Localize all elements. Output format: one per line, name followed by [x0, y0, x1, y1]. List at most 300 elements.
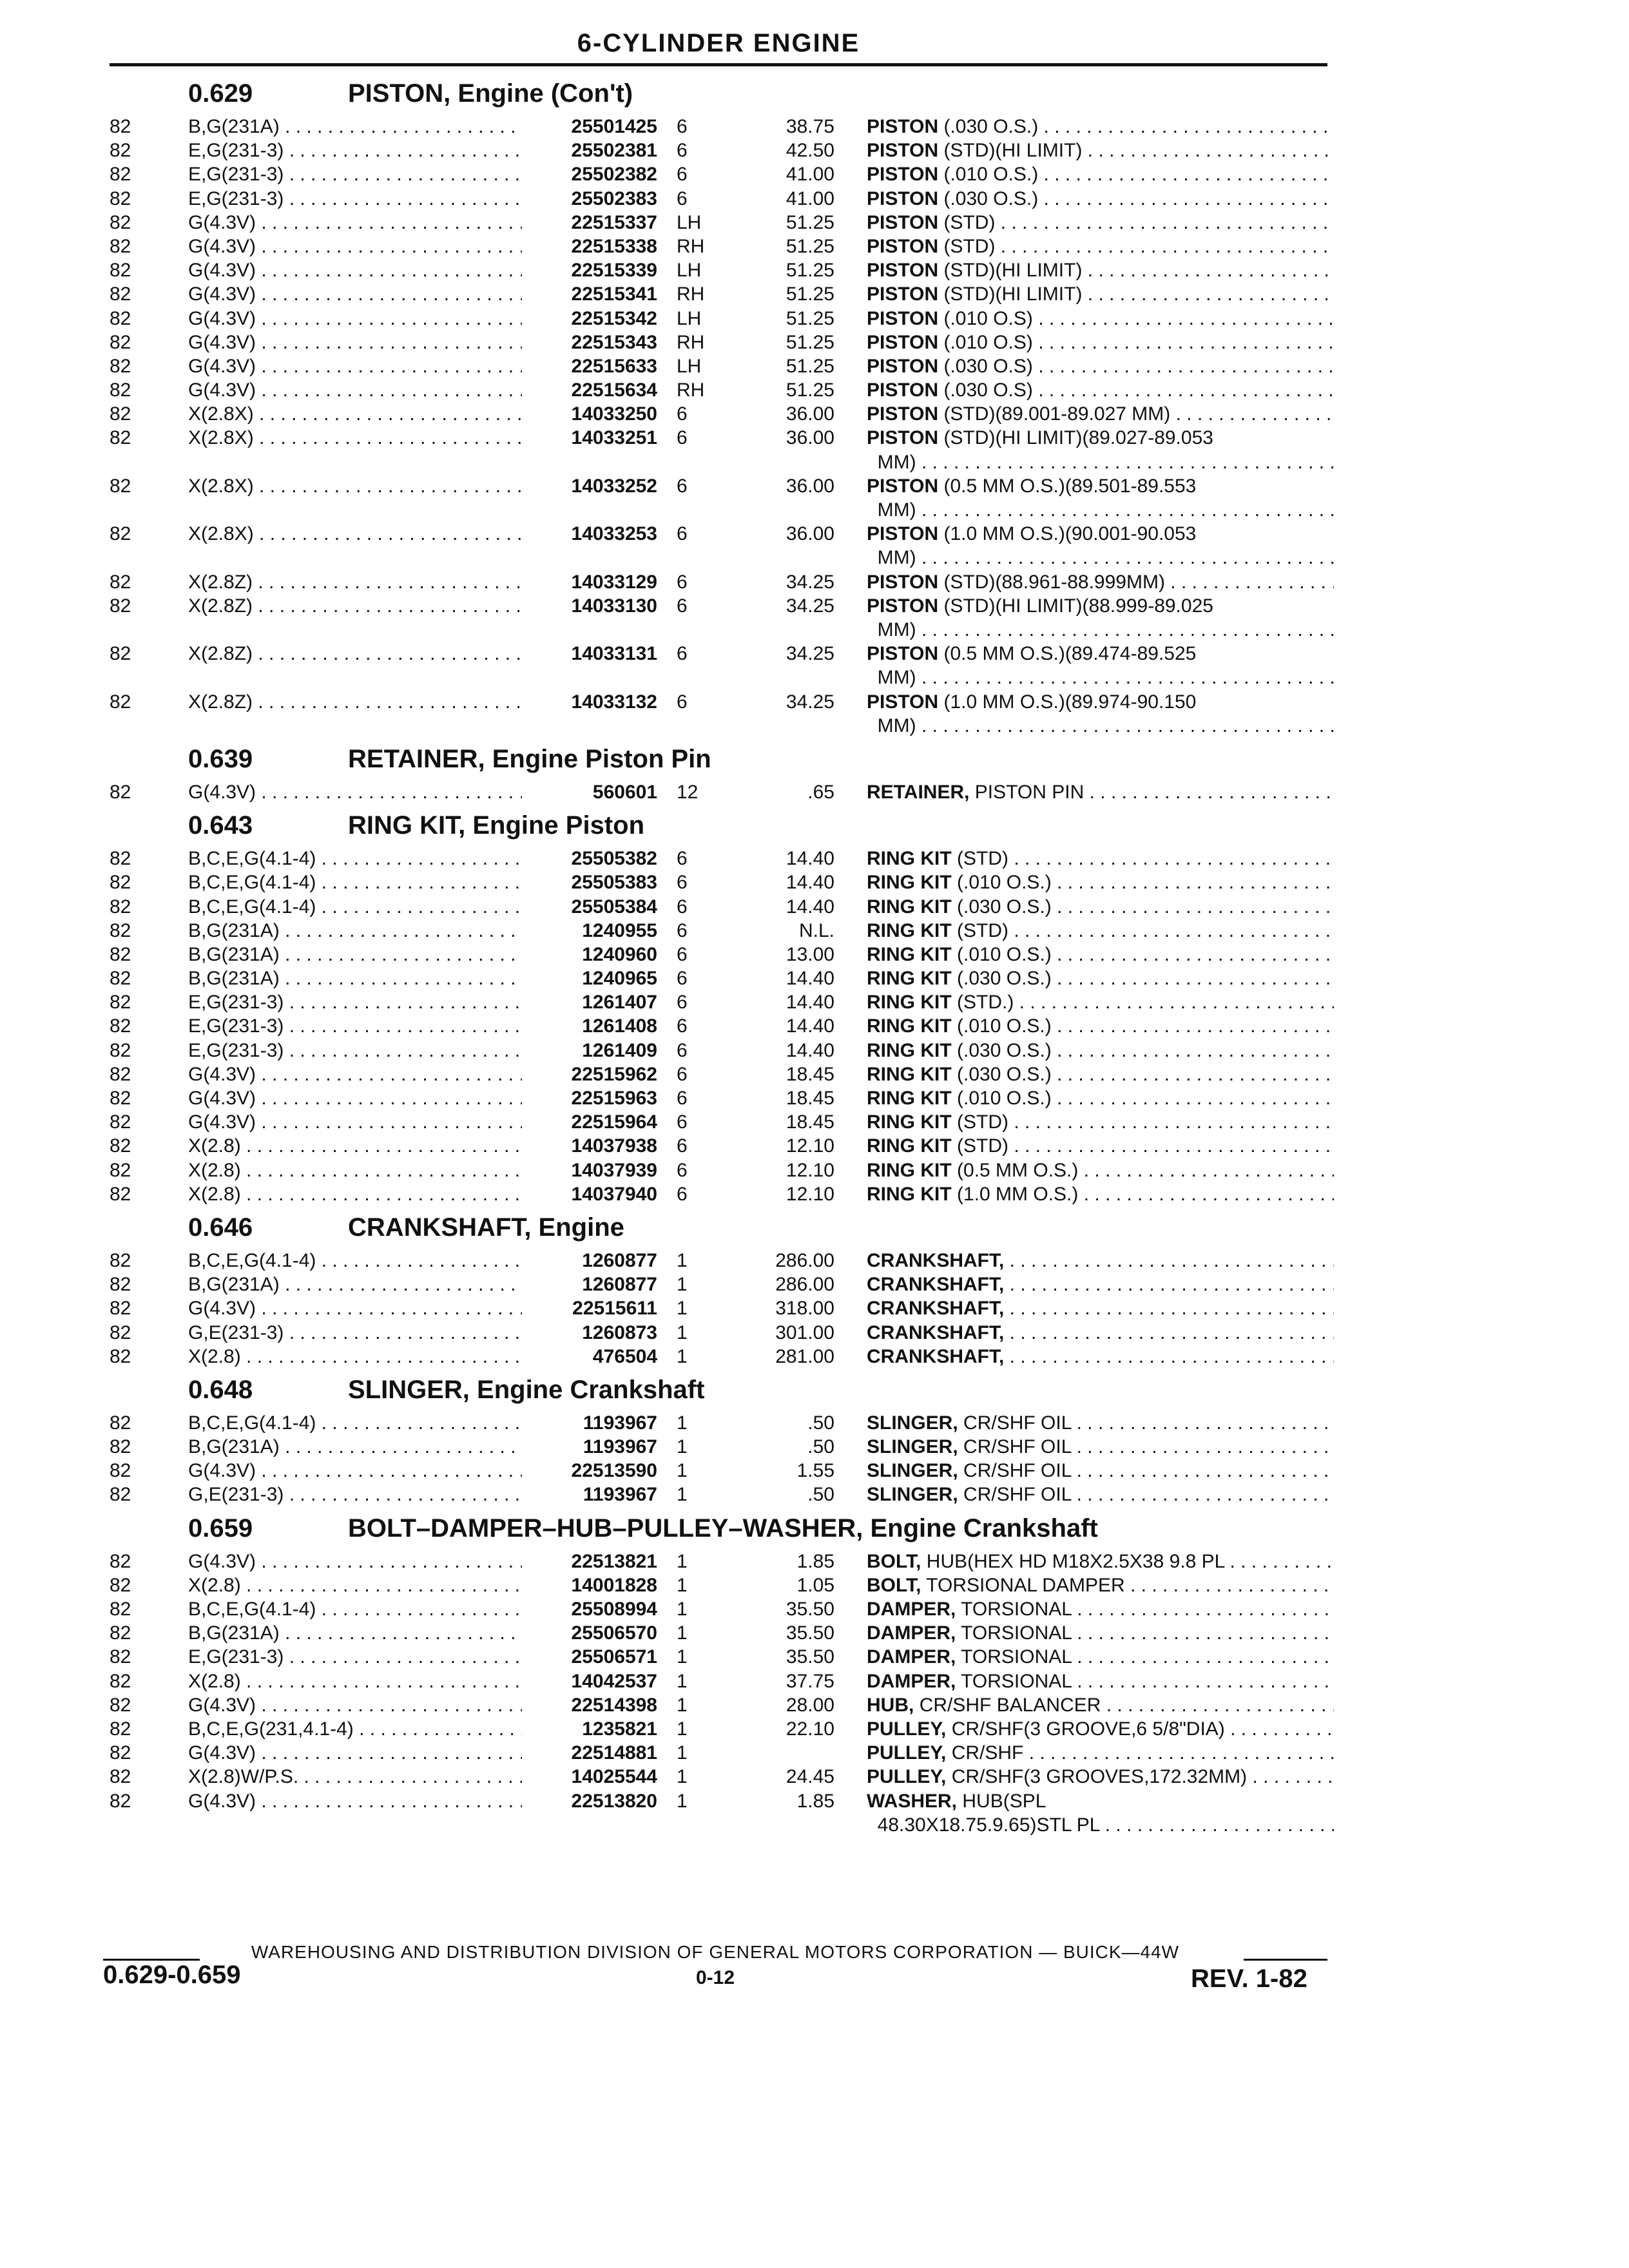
part-number: 14033253: [522, 522, 657, 546]
part-name: RING KIT: [867, 1135, 952, 1157]
application-model: G(4.3V) . . .: [188, 1296, 555, 1320]
parts-catalog-body: [110, 72, 1334, 1837]
description-continuation: [867, 714, 1334, 738]
page-header: [110, 24, 1327, 66]
part-description: [867, 1296, 1334, 1320]
quantity: 6: [677, 1159, 688, 1181]
price: 1.85: [796, 1790, 834, 1812]
model-year: 82: [110, 1484, 131, 1506]
section-heading: [110, 1507, 1334, 1550]
part-number: 22515343: [522, 331, 657, 354]
quantity: 1: [677, 1345, 688, 1367]
quantity: 6: [677, 943, 688, 965]
quantity: 1: [677, 1694, 688, 1716]
model-year: 82: [110, 284, 131, 305]
price: 1.55: [796, 1460, 834, 1482]
part-detail: HUB(HEX HD M18X2.5X38 9.8 PL . . .: [927, 1551, 1334, 1572]
model-year: 82: [110, 1694, 131, 1716]
model-year: 82: [110, 140, 131, 162]
part-detail-continued: MM) . . .: [878, 715, 1334, 736]
table-row: [110, 1573, 1334, 1597]
description-line: [867, 1741, 1334, 1765]
application-model: B,C,E,G(4.1-4) . . .: [188, 1597, 555, 1621]
description-line: [867, 943, 1334, 966]
table-row: [110, 1134, 1334, 1158]
part-description: [867, 187, 1334, 211]
part-name: DAMPER,: [867, 1599, 956, 1620]
application-model: X(2.8) . . .: [188, 1669, 555, 1693]
description-line: [867, 1134, 1334, 1158]
part-name: PULLEY,: [867, 1742, 947, 1764]
part-number: 22515337: [522, 211, 657, 235]
part-number: 22513821: [522, 1550, 657, 1573]
table-row: [110, 354, 1334, 378]
part-number: 1193967: [522, 1411, 657, 1435]
table-row: [110, 1182, 1334, 1206]
model-year: 82: [110, 968, 131, 990]
application-model: B,G(231A) . . .: [188, 115, 555, 139]
table-row: [110, 642, 1334, 689]
quantity: 6: [677, 1111, 688, 1133]
quantity: 6: [677, 919, 688, 941]
part-description: [867, 522, 1334, 570]
part-detail: (.030 O.S.) . . .: [943, 116, 1334, 137]
part-number: 14037938: [522, 1134, 657, 1158]
part-name: RING KIT: [867, 1088, 952, 1110]
part-detail: (.010 O.S.) . . .: [957, 1088, 1334, 1109]
description-line: [867, 1321, 1334, 1345]
table-row: [110, 943, 1334, 966]
quantity: 1: [677, 1742, 688, 1764]
model-year: 82: [110, 260, 131, 282]
model-year: 82: [110, 355, 131, 377]
part-description: [867, 1158, 1334, 1182]
part-number: 25505383: [522, 870, 657, 894]
price: 13.00: [786, 943, 834, 965]
part-number: 14001828: [522, 1573, 657, 1597]
part-detail: PISTON PIN . . .: [975, 782, 1334, 803]
part-detail: TORSIONAL . . .: [961, 1599, 1334, 1620]
part-name: PISTON: [867, 403, 939, 425]
part-detail: [1010, 1250, 1334, 1271]
part-detail: (.010 O.S.) . . .: [957, 1015, 1334, 1037]
table-row: [110, 1669, 1334, 1693]
description-line: [867, 162, 1334, 186]
part-number: 560601: [522, 780, 657, 804]
description-line: [867, 1693, 1334, 1717]
model-year: 82: [110, 872, 131, 894]
model-year: 82: [110, 1766, 131, 1788]
part-name: WASHER,: [867, 1790, 958, 1812]
price: 14.40: [786, 992, 834, 1014]
description-line: [867, 1621, 1334, 1645]
part-description: [867, 307, 1334, 331]
part-description: [867, 847, 1334, 870]
application-model: G(4.3V) . . .: [188, 235, 555, 258]
price: 51.25: [786, 355, 834, 377]
part-name: PULLEY,: [867, 1766, 947, 1788]
application-model: X(2.8X) . . .: [188, 522, 555, 546]
application-model: G(4.3V) . . .: [188, 780, 555, 804]
part-detail: (STD) . . .: [957, 920, 1334, 941]
application-model: B,C,E,G(4.1-4) . . .: [188, 870, 555, 894]
part-number: 1240965: [522, 966, 657, 990]
model-year: 82: [110, 1274, 131, 1296]
part-name: SLINGER,: [867, 1436, 958, 1458]
part-detail: TORSIONAL DAMPER . . .: [926, 1575, 1334, 1596]
quantity: 6: [677, 1039, 688, 1061]
part-description: [867, 1645, 1334, 1669]
part-name: CRANKSHAFT,: [867, 1249, 1005, 1271]
part-description: [867, 1693, 1334, 1717]
part-description: [867, 943, 1334, 966]
price: 286.00: [775, 1274, 834, 1296]
part-name: CRANKSHAFT,: [867, 1298, 1005, 1320]
application-model: B,G(231A) . . .: [188, 1435, 555, 1459]
part-number: 14037940: [522, 1182, 657, 1206]
part-detail: (1.0 MM O.S.)(90.001-90.053: [943, 523, 1197, 545]
application-model: G(4.3V) . . .: [188, 354, 555, 378]
part-detail: CR/SHF OIL . . .: [963, 1460, 1334, 1481]
section-heading: [110, 804, 1334, 847]
description-line: [867, 1110, 1334, 1134]
table-row: [110, 1158, 1334, 1182]
part-number: 25506571: [522, 1645, 657, 1669]
footer-revision: REV. 1-82: [1191, 1965, 1307, 1993]
part-name: SLINGER,: [867, 1460, 958, 1482]
application-model: G(4.3V) . . .: [188, 1110, 555, 1134]
price: 51.25: [786, 211, 834, 233]
application-model: B,C,E,G(4.1-4) . . .: [188, 1249, 555, 1273]
price: .50: [807, 1412, 834, 1434]
part-name: PULLEY,: [867, 1718, 947, 1740]
application-model: E,G(231-3) . . .: [188, 990, 555, 1014]
footer-publisher: WAREHOUSING AND DISTRIBUTION DIVISION OF GENERAL MOTORS CORPORATION — BUICK—44W: [251, 1942, 1180, 1962]
price: 36.00: [786, 475, 834, 497]
quantity: 6: [677, 523, 688, 545]
description-line: [867, 780, 1334, 804]
price: 35.50: [786, 1599, 834, 1620]
part-name: PISTON: [867, 187, 939, 209]
table-row: [110, 570, 1334, 594]
part-number: 14033250: [522, 402, 657, 426]
part-description: [867, 354, 1334, 378]
part-detail: TORSIONAL . . .: [961, 1671, 1334, 1692]
table-row: [110, 378, 1334, 402]
application-model: X(2.8) . . .: [188, 1573, 555, 1597]
part-detail: CR/SHF(3 GROOVE,6 5/8"DIA) . . .: [952, 1718, 1334, 1740]
application-model: E,G(231-3) . . .: [188, 139, 555, 162]
table-row: [110, 115, 1334, 139]
quantity: RH: [677, 331, 705, 353]
part-description: [867, 115, 1334, 139]
part-number: 14033129: [522, 570, 657, 594]
quantity: 1: [677, 1460, 688, 1482]
application-model: G(4.3V) . . .: [188, 211, 555, 235]
quantity: LH: [677, 307, 702, 329]
part-description: [867, 1459, 1334, 1483]
model-year: 82: [110, 235, 131, 257]
table-row: [110, 1345, 1334, 1369]
part-name: CRANKSHAFT,: [867, 1274, 1005, 1296]
price: 51.25: [786, 331, 834, 353]
price: 286.00: [775, 1249, 834, 1271]
part-number: 22515342: [522, 307, 657, 331]
quantity: 6: [677, 475, 688, 497]
description-line: [867, 282, 1334, 306]
quantity: 1: [677, 1766, 688, 1788]
model-year: 82: [110, 116, 131, 137]
table-row: [110, 1110, 1334, 1134]
part-description: [867, 474, 1334, 522]
description-line: [867, 474, 1334, 498]
model-year: 82: [110, 848, 131, 870]
quantity: RH: [677, 235, 705, 257]
price: 51.25: [786, 235, 834, 257]
price: 12.10: [786, 1135, 834, 1157]
part-number: 22515338: [522, 235, 657, 258]
part-detail: (1.0 MM O.S.) . . .: [957, 1184, 1334, 1205]
part-name: PISTON: [867, 116, 939, 137]
part-description: [867, 690, 1334, 738]
model-year: 82: [110, 595, 131, 617]
description-line: [867, 1435, 1334, 1459]
table-row: [110, 1039, 1334, 1062]
part-description: [867, 1621, 1334, 1645]
part-name: PISTON: [867, 691, 939, 713]
part-number: 14033130: [522, 594, 657, 618]
application-model: X(2.8Z) . . .: [188, 690, 555, 714]
part-name: PISTON: [867, 523, 939, 545]
model-year: 82: [110, 211, 131, 233]
table-row: [110, 1411, 1334, 1435]
part-number: 1261409: [522, 1039, 657, 1062]
part-number: 14033251: [522, 426, 657, 450]
price: N.L.: [798, 919, 834, 941]
table-row: [110, 1459, 1334, 1483]
price: 14.40: [786, 872, 834, 894]
model-year: 82: [110, 1622, 131, 1644]
part-name: BOLT,: [867, 1574, 921, 1596]
quantity: 6: [677, 1015, 688, 1037]
section-title: RETAINER, Engine Piston Pin: [348, 744, 711, 773]
part-detail: (1.0 MM O.S.)(89.974-90.150: [943, 691, 1197, 713]
quantity: 1: [677, 1599, 688, 1620]
part-number: 22515634: [522, 378, 657, 402]
description-line: [867, 1669, 1334, 1693]
section-title: CRANKSHAFT, Engine: [348, 1213, 624, 1242]
part-number: 1260877: [522, 1249, 657, 1273]
description-line: [867, 594, 1334, 618]
quantity: 6: [677, 896, 688, 918]
price: 36.00: [786, 403, 834, 425]
application-model: G(4.3V) . . .: [188, 1789, 555, 1813]
part-description: [867, 1014, 1334, 1038]
part-description: [867, 1669, 1334, 1693]
part-description: [867, 235, 1334, 258]
description-line: [867, 115, 1334, 139]
quantity: 6: [677, 187, 688, 209]
table-row: [110, 847, 1334, 870]
application-model: E,G(231-3) . . .: [188, 187, 555, 211]
part-number: 1261408: [522, 1014, 657, 1038]
application-model: G(4.3V) . . .: [188, 1459, 555, 1483]
part-name: RING KIT: [867, 896, 952, 918]
part-detail: (.010 O.S.) . . .: [943, 164, 1334, 185]
part-detail: (STD) . . .: [957, 1111, 1334, 1133]
part-number: 14033132: [522, 690, 657, 714]
model-year: 82: [110, 1646, 131, 1668]
price: 36.00: [786, 523, 834, 545]
part-number: 1240955: [522, 919, 657, 943]
quantity: 1: [677, 1298, 688, 1320]
application-model: B,G(231A) . . .: [188, 966, 555, 990]
description-continuation: [867, 1813, 1334, 1837]
part-name: PISTON: [867, 571, 939, 593]
part-detail: (.030 O.S) . . .: [943, 380, 1334, 401]
model-year: 82: [110, 380, 131, 401]
section-code: 0.646: [188, 1213, 253, 1242]
part-detail: (STD)(HI LIMIT) . . .: [943, 260, 1334, 281]
part-number: 25505384: [522, 895, 657, 919]
section-code: 0.639: [188, 744, 253, 773]
part-name: RING KIT: [867, 1015, 952, 1037]
part-description: [867, 966, 1334, 990]
description-line: [867, 522, 1334, 546]
model-year: 82: [110, 1436, 131, 1458]
table-row: [110, 162, 1334, 186]
quantity: 6: [677, 427, 688, 449]
description-line: [867, 1062, 1334, 1086]
description-line: [867, 1765, 1334, 1789]
part-detail: (STD.) . . .: [957, 992, 1334, 1013]
part-description: [867, 594, 1334, 642]
price: 14.40: [786, 1015, 834, 1037]
part-name: PISTON: [867, 355, 939, 377]
application-model: B,C,E,G(4.1-4) . . .: [188, 847, 555, 870]
part-description: [867, 895, 1334, 919]
quantity: 1: [677, 1436, 688, 1458]
description-line: [867, 990, 1334, 1014]
part-detail: CR/SHF OIL . . .: [963, 1412, 1334, 1434]
part-number: 22515963: [522, 1086, 657, 1110]
quantity: LH: [677, 355, 702, 377]
part-detail: TORSIONAL . . .: [961, 1622, 1334, 1644]
part-number: 22514881: [522, 1741, 657, 1765]
quantity: 6: [677, 848, 688, 870]
part-description: [867, 1249, 1334, 1273]
description-line: [867, 1296, 1334, 1320]
part-description: [867, 282, 1334, 306]
part-detail: (STD)(HI LIMIT)(89.027-89.053: [943, 427, 1213, 449]
model-year: 82: [110, 691, 131, 713]
quantity: 6: [677, 872, 688, 894]
price: .50: [807, 1484, 834, 1506]
table-row: [110, 331, 1334, 354]
table-row: [110, 966, 1334, 990]
part-name: SLINGER,: [867, 1412, 958, 1434]
quantity: 6: [677, 164, 688, 186]
table-row: [110, 1597, 1334, 1621]
part-detail: (STD)(HI LIMIT) . . .: [943, 284, 1334, 305]
part-detail: (.010 O.S.) . . .: [957, 944, 1334, 965]
application-model: G,E(231-3) . . .: [188, 1483, 555, 1506]
model-year: 82: [110, 1574, 131, 1596]
model-year: 82: [110, 1088, 131, 1110]
application-model: G(4.3V) . . .: [188, 1693, 555, 1717]
part-detail: (0.5 MM O.S.) . . .: [957, 1160, 1334, 1181]
description-line: [867, 870, 1334, 894]
part-description: [867, 402, 1334, 426]
table-row: [110, 1621, 1334, 1645]
model-year: 82: [110, 1718, 131, 1740]
model-year: 82: [110, 307, 131, 329]
part-name: RING KIT: [867, 919, 952, 941]
application-model: E,G(231-3) . . .: [188, 1039, 555, 1062]
quantity: 1: [677, 1574, 688, 1596]
part-name: RING KIT: [867, 1111, 952, 1133]
application-model: G(4.3V) . . .: [188, 1741, 555, 1765]
part-number: 14033252: [522, 474, 657, 498]
model-year: 82: [110, 1670, 131, 1692]
price: 14.40: [786, 896, 834, 918]
price: 318.00: [775, 1298, 834, 1320]
description-line: [867, 1550, 1334, 1573]
price: 35.50: [786, 1646, 834, 1668]
quantity: 1: [677, 1274, 688, 1296]
description-line: [867, 966, 1334, 990]
part-description: [867, 1182, 1334, 1206]
part-number: 22515341: [522, 282, 657, 306]
table-row: [110, 1693, 1334, 1717]
part-description: [867, 1483, 1334, 1506]
price: 36.00: [786, 427, 834, 449]
price: 14.40: [786, 1039, 834, 1061]
price: 51.25: [786, 307, 834, 329]
price: 281.00: [775, 1345, 834, 1367]
quantity: 6: [677, 968, 688, 990]
part-name: CRANKSHAFT,: [867, 1321, 1005, 1343]
price: 24.45: [786, 1766, 834, 1788]
table-row: [110, 402, 1334, 426]
quantity: 1: [677, 1790, 688, 1812]
part-detail: [1010, 1298, 1334, 1319]
part-detail: TORSIONAL . . .: [961, 1646, 1334, 1667]
application-model: G(4.3V) . . .: [188, 282, 555, 306]
part-name: RING KIT: [867, 1159, 952, 1181]
part-detail: (.030 O.S.) . . .: [957, 968, 1334, 989]
table-row: [110, 307, 1334, 331]
quantity: LH: [677, 260, 702, 282]
part-detail: (STD)(HI LIMIT)(88.999-89.025: [943, 595, 1213, 617]
part-name: RING KIT: [867, 872, 952, 894]
application-model: E,G(231-3) . . .: [188, 1645, 555, 1669]
description-line: [867, 847, 1334, 870]
model-year: 82: [110, 1159, 131, 1181]
model-year: 82: [110, 1298, 131, 1320]
footer-section-range: 0.629-0.659: [103, 1961, 241, 1989]
description-line: [867, 354, 1334, 378]
part-detail: (.010 O.S) . . .: [943, 332, 1334, 353]
part-detail: CR/SHF OIL . . .: [963, 1484, 1334, 1505]
model-year: 82: [110, 1015, 131, 1037]
part-name: CRANKSHAFT,: [867, 1345, 1005, 1367]
price: 37.75: [786, 1670, 834, 1692]
price: 1.05: [796, 1574, 834, 1596]
part-number: 22513590: [522, 1459, 657, 1483]
model-year: 82: [110, 1790, 131, 1812]
quantity: 6: [677, 1063, 688, 1085]
